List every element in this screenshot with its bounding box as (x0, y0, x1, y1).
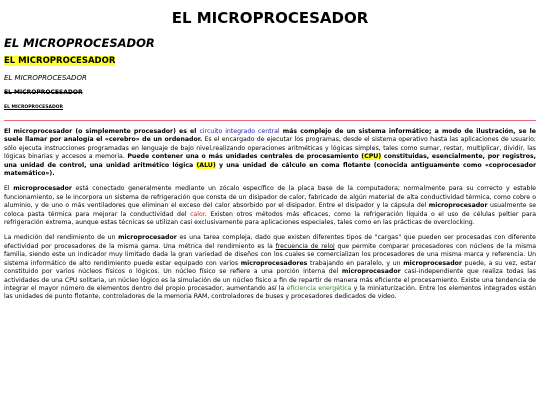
p2-text-4: . Existen otros métodos más eficaces, como la refrigeración líquida o el uso de células peltier para refrigeración extrema, aunque estas técnicas se utilizan casi exclusivamente para aplicaciones especiales, tales como en las prácticas de overclocking. (4, 210, 536, 227)
p3-text-2: es una tarea compleja, dado que existen diferentes tipos de "cargas" que pueden ser procesadas con diferente efectividad por procesadores de la misma gama. Una métrica del rendimiento es la (4, 234, 536, 250)
p3-text-4: trabajando en paralelo, y un (307, 259, 404, 267)
p3-text-1: La medición del rendimiento de un (4, 234, 119, 242)
cpu-highlight: (CPU) (361, 153, 382, 161)
p3-bold-3: microprocesador (403, 259, 462, 267)
p2-red-calor: calor (190, 210, 205, 218)
p3-text-3: que permite comparar procesadores con núcleos de la misma familia, siendo este un indicador muy limitado dada la gran variedad de diseños con los cuales se comercializan los procesadores de una misma marca y referencia. Un sistema informático de alto rendimiento puede estar equipado con varios (4, 242, 536, 267)
p3-underline: frecuencia de reloj (275, 242, 335, 250)
paragraph-2 (4, 185, 536, 227)
p3-bold-4: microprocesador (341, 268, 401, 276)
p1-text-2: más complejo de un sistema informático; a modo de ilustración, se le suele llamar por analogía el «cerebro» de un ordenador. (4, 128, 536, 144)
p1-text-4: Puede contener una o más unidades centrales de procesamiento (127, 153, 362, 161)
heading-2-highlight: EL MICROPROCESADOR (4, 56, 116, 66)
p2-text-3: usualmente se coloca pasta térmica para mejorar la conductividad del (4, 202, 536, 218)
p2-text-2: está conectado generalmente mediante un zócalo específico de la placa base de la computadora; normalmente para su correcto y estable funcionamiento, se le incorpora un sistema de refrigeración que consta de un disipador de calor, fabricado de algún material de alta conductividad térmica, como cobre o aluminio, y de uno o más ventiladores que eliminan el exceso del calor absorbido por el disipador. Entre el disipador y la cápsula del (4, 185, 536, 210)
p3-text-5: puede, a su vez, estar constituido por varios núcleos físicos o lógicos. Un núcleo físico se refiere a una porción interna del (4, 259, 536, 276)
p3-bold-2: microprocesadores (240, 259, 308, 267)
p1-intro: El microprocesador (o simplemente procesador) es el (4, 128, 200, 135)
p2-bold-1: microprocesador (13, 185, 72, 193)
heading-1: EL MICROPROCESADOR (4, 36, 155, 50)
heading-4: EL MICROPROCESADOR (4, 89, 83, 96)
p1-text-5: constituidas, esencialmente, por registros, una unidad de control, una unidad aritmético lógica (4, 153, 537, 169)
divider (4, 120, 536, 121)
p3-text-7: y la miniaturización. Entre los elementos integrados están las unidades de punto flotante, controladores de la memoria RAM, controladores de buses y procesadores dedicados de video. (4, 284, 536, 301)
page-title: EL MICROPROCESADOR (171, 9, 369, 27)
heading-2 (4, 56, 536, 67)
p3-text-6: casi-independiente que realiza todas las actividades de una CPU solitaria, un núcleo lógico es la simulación de un núcleo físico a fin de repartir de manera más eficiente el procesamiento. Existe una tendencia de integrar el mayor número de elementos dentro del propio procesador, aumentando así la (4, 268, 536, 292)
p1-text-3: Es el encargado de ejecutar los programas, desde el sistema operativo hasta las aplicaciones de usuario; sólo ejecuta instrucciones programadas en lenguaje de bajo nivel,realizando operaciones aritméticas y lógicas simples, tales como sumar, restar, multiplicar, dividir, las lógicas binarias y accesos a memoria. (4, 136, 537, 161)
paragraph-3 (4, 234, 536, 301)
p3-green: eficiencia energética (286, 284, 352, 292)
p2-bold-2: microprocesador (428, 202, 488, 210)
paragraph-1 (4, 128, 536, 178)
p1-text-6: y una unidad de cálculo en coma flotante (conocida antiguamente como «coprocesador matemático»). (4, 161, 536, 178)
alu-highlight: (ALU) (196, 161, 216, 169)
p2-text-1: El (4, 185, 14, 193)
heading-5: EL MICROPROCESADOR (4, 105, 63, 110)
p3-bold-1: microprocesador (118, 234, 177, 242)
heading-3: EL MICROPROCESADOR (4, 74, 87, 82)
link-circuito-integrado[interactable]: circuito integrado central (199, 128, 280, 135)
